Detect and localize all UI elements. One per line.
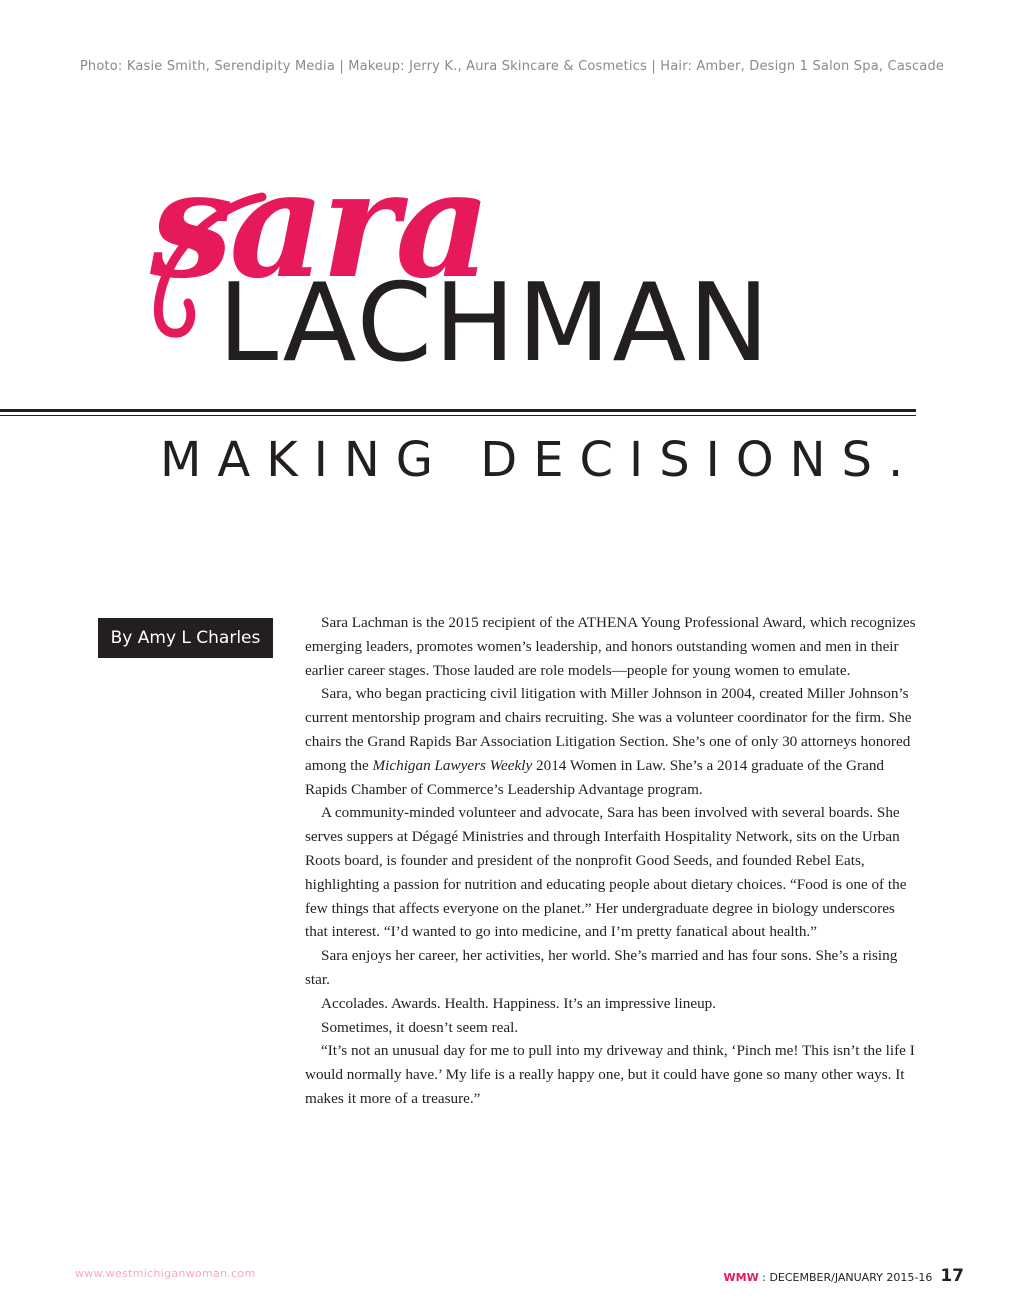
paragraph-2-text-b: 2014 Women in Law. She’s a 2014 graduate of the Grand Rapids Chamber of Commerce’s Leadership Advantage program.: [305, 756, 885, 798]
footer-brand: WMW: [723, 1271, 759, 1284]
paragraph-5: Accolades. Awards. Health. Happiness. It’s an impressive lineup.: [321, 994, 717, 1012]
publication-name: Michigan Lawyers Weekly: [372, 756, 533, 774]
paragraph-1: Sara Lachman is the 2015 recipient of the ATHENA Young Professional Award, which recognizes emerging leaders, promotes women’s leadership, and honors outstanding women and men in their earlier career stages. Those lauded are role models—people for young women to emulate.: [305, 614, 916, 679]
byline-badge: [98, 618, 273, 658]
page-number: 17: [940, 1266, 964, 1286]
paragraph-2-text-a: Sara, who began practicing civil litigation with Miller Johnson in 2004, created Miller Johnson’s current mentorship program and chairs recruiting. She was a volunteer coordinator for the firm. She chairs the Grand Rapids Bar Association Litigation Section. She’s one of only 30 attorneys honored among the: [305, 685, 912, 774]
title-last-name: LACHMAN: [218, 261, 772, 386]
footer-separator: :: [758, 1271, 770, 1284]
footer-website-link[interactable]: www.westmichiganwoman.com: [75, 1267, 256, 1280]
title-rule-thick: [0, 409, 916, 412]
article-body: [305, 611, 921, 1111]
title-first-name: sara: [150, 137, 488, 311]
byline-text: By Amy L Charles: [110, 628, 261, 648]
paragraph-3: A community-minded volunteer and advocate, Sara has been involved with several boards. She serves suppers at Dégagé Ministries and through Interfaith Hospitality Network, sits on the Urban Roots board, is founder and president of the nonprofit Good Seeds, and founded Rebel Eats, highlighting a passion for nutrition and educating people about dietary choices. “Food is one of the few things that affects everyone on the planet.” Her undergraduate degree in biology underscores that interest. “I’d wanted to go into medicine, and I’m pretty fanatical about health.”: [305, 804, 907, 941]
paragraph-7: “It’s not an unusual day for me to pull into my driveway and think, ‘Pinch me! This isn’t the life I would normally have.’ My life is a really happy one, but it could have gone so many other ways. It makes it more of a treasure.”: [305, 1042, 915, 1107]
paragraph-6: Sometimes, it doesn’t seem real.: [321, 1018, 519, 1036]
paragraph-4: Sara enjoys her career, her activities, her world. She’s married and has four sons. She’s a rising star.: [305, 947, 898, 988]
article-subtitle: MAKING DECISIONS.: [160, 432, 920, 488]
paragraph-2: [305, 682, 921, 801]
photo-credits: Photo: Kasie Smith, Serendipity Media | Makeup: Jerry K., Aura Skincare & Cosmetics | Hair: Amber, Design 1 Salon Spa, Cascade: [79, 59, 945, 74]
footer-issue-date: DECEMBER/JANUARY 2015-16: [769, 1271, 933, 1284]
title-rule-thin: [0, 415, 916, 416]
footer-issue-info: [724, 1266, 964, 1286]
